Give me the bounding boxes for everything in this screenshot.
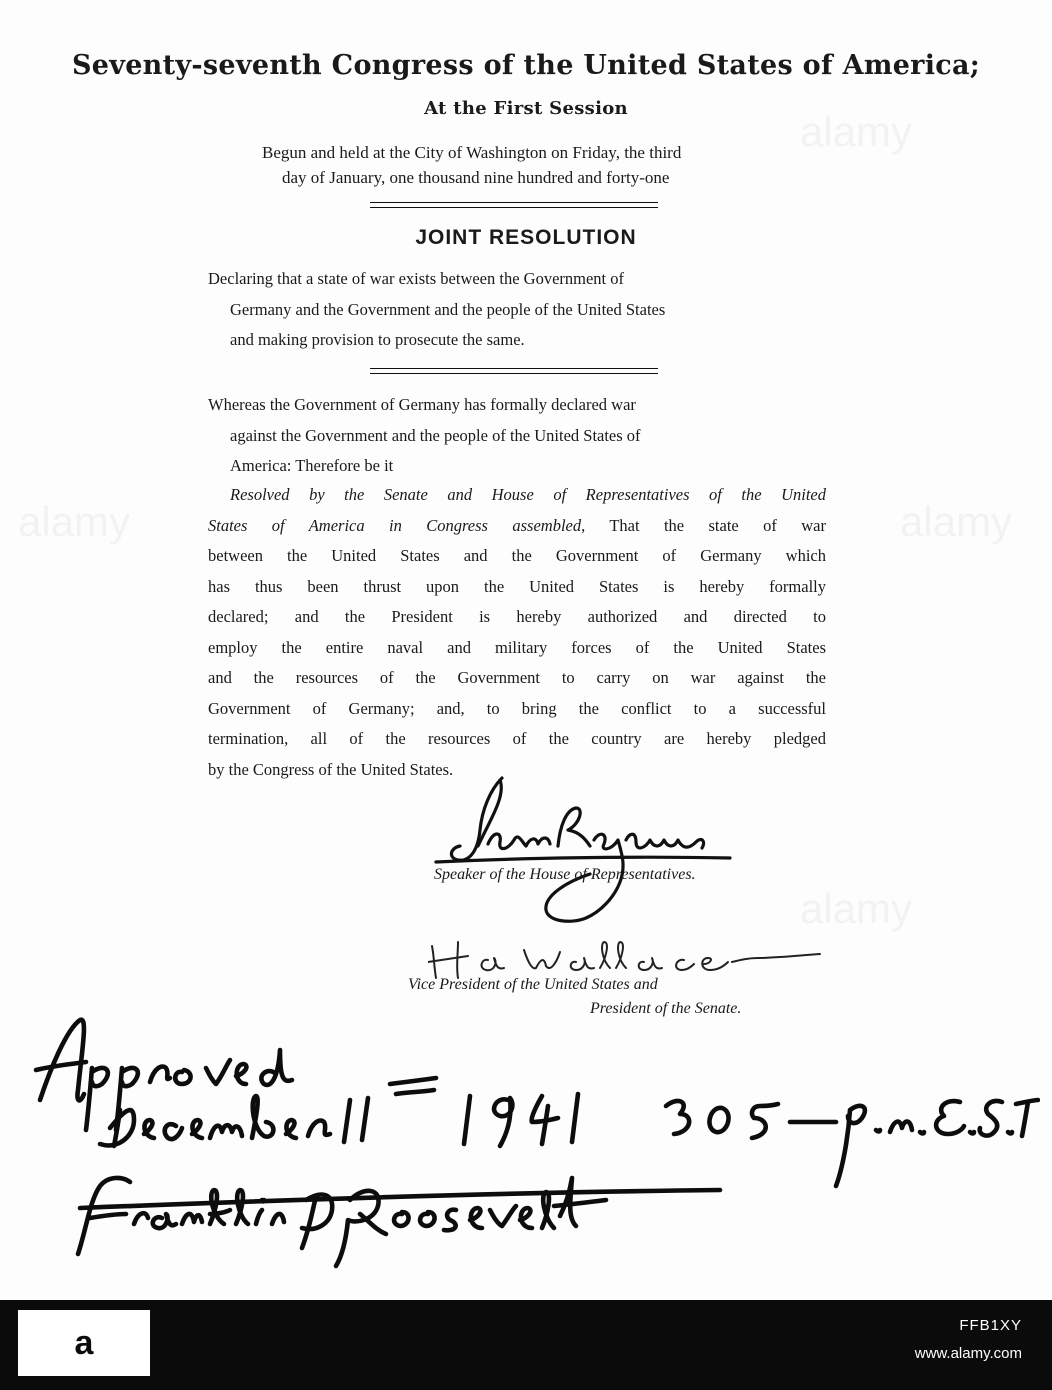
- resolution-purpose: [208, 264, 826, 356]
- resolution-title: JOINT RESOLUTION: [415, 226, 637, 249]
- watermark-logo: [800, 885, 912, 933]
- watermark-logo: [800, 108, 912, 156]
- svg-text:a: a: [74, 1324, 94, 1362]
- stock-footer-bar: [0, 1300, 1052, 1390]
- resolved-line-mixed: [208, 511, 826, 542]
- double-rule-top: [370, 202, 658, 208]
- image-id-value: FFB1XY: [959, 1317, 1022, 1334]
- purpose-line: Germany and the Government and the people of the United States: [230, 299, 666, 319]
- whereas-line: Whereas the Government of Germany has formally declared war: [208, 395, 636, 414]
- whereas-clause: [208, 390, 826, 482]
- whereas-line: America: Therefore be it: [230, 456, 394, 475]
- resolved-continuation: That the state of war: [585, 515, 826, 535]
- begun-line-2: day of January, one thousand nine hundred and forty-one: [282, 168, 670, 187]
- double-rule-middle: [370, 368, 658, 374]
- vp-caption-line-1: Vice President of the United States and: [408, 976, 658, 993]
- resolved-line: and the resources of the Government to carry on war against the: [208, 668, 826, 687]
- speaker-signature: [430, 770, 750, 940]
- resolved-clause: [208, 480, 826, 785]
- begun-line-1: Begun and held at the City of Washington on Friday, the third: [262, 143, 682, 162]
- image-id: [959, 1317, 1022, 1334]
- whereas-line: against the Government and the people of the United States of: [230, 425, 641, 445]
- watermark-logo: [18, 498, 130, 546]
- presidential-approval-handwriting: [30, 1010, 1040, 1290]
- speaker-caption: Speaker of the House of Representatives.: [434, 866, 696, 883]
- vp-caption-line-2: President of the Senate.: [590, 1000, 742, 1017]
- resolved-line: employ the entire naval and military forces of the United States: [208, 637, 826, 657]
- resolved-enacting-phrase: States of America in Congress assembled,: [208, 515, 586, 535]
- resolved-line: by the Congress of the United States.: [208, 759, 454, 779]
- resolved-line-italic: Resolved by the Senate and House of Representatives of the United: [230, 485, 826, 504]
- resolved-line: Government of Germany; and, to bring the conflict to a successful: [208, 698, 826, 718]
- resolved-line: declared; and the President is hereby authorized and directed to: [208, 607, 826, 626]
- session-heading: At the First Session: [424, 98, 628, 119]
- image-url: www.alamy.com: [914, 1345, 1022, 1362]
- purpose-line: Declaring that a state of war exists between the Government of: [208, 269, 625, 288]
- purpose-line: and making provision to prosecute the same.: [230, 330, 525, 349]
- resolved-line: has thus been thrust upon the United States is hereby formally: [208, 576, 826, 596]
- watermark-logo: [900, 498, 1012, 546]
- resolved-line: between the United States and the Government of Germany which: [208, 546, 826, 565]
- resolved-line: termination, all of the resources of the country are hereby pledged: [208, 729, 826, 748]
- begun-statement: [262, 140, 792, 190]
- alamy-logo: [18, 1310, 150, 1376]
- congress-heading: Seventy-seventh Congress of the United States of America;: [71, 50, 981, 81]
